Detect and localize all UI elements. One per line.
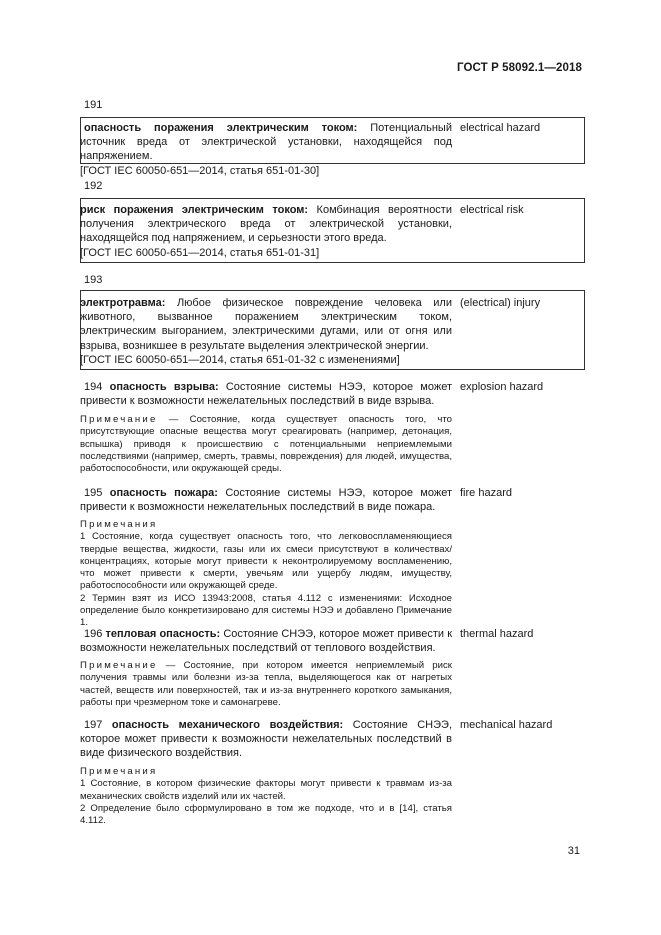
term-definition <box>80 627 452 655</box>
english-term: (electrical) injury <box>460 297 541 309</box>
definition-text: Состояние СНЭЭ, которое может привести к возможности нежелательных последствий от теплового воздействия. <box>80 628 453 655</box>
term-name: тепловая опасность: <box>105 628 221 640</box>
term-definition <box>80 121 452 178</box>
term-reference: [ГОСТ IEC 60050-651—2014, статья 651-01-30] <box>80 164 320 177</box>
note-item: 1 Состояние, в котором физические факторы могут привести к травмам из-за механических свойств изделий или их частей. <box>80 778 452 802</box>
note-item: 2 Термин взят из ИСО 13943:2008, статья 4.112 с изменениями: Исходное определение было конкретизировано для системы НЭЭ и добавлено Примечание 1. <box>80 592 452 629</box>
definition-text: Комбинация вероятности получения электрического вреда от электрической установки, находящейся под напряжением, и серьезности этого вреда. <box>80 204 452 245</box>
term-name: опасность взрыва: <box>109 381 219 393</box>
note <box>80 660 452 709</box>
definition-text: Состояние системы НЭЭ, которое может привести к возможности нежелательных последствий в виде пожара. <box>80 487 452 514</box>
english-term: mechanical hazard <box>460 719 553 731</box>
notes-label: Примечания <box>80 766 158 777</box>
definition-text: Потенциальный источник вреда от электрической установки, находящейся под напряжением. <box>80 122 452 163</box>
english-term: fire hazard <box>460 487 512 499</box>
entry-number: 195 <box>84 487 103 499</box>
entry-number: 194 <box>84 381 103 393</box>
definition-text: Любое физическое повреждение человека или животного, вызванное поражением электрическим током, электрическим выгоранием, электрическими дугами, или от огня или взрыва, возникшее в результате выделения электрической энергии. <box>80 297 452 352</box>
notes-label: Примечания <box>80 519 158 530</box>
english-term: electrical hazard <box>460 122 541 134</box>
entry-number: 191 <box>84 99 103 111</box>
term-definition <box>80 203 452 260</box>
definition-text: Состояние системы НЭЭ, которое может привести к возможности нежелательных последствий в виде взрыва. <box>80 381 452 408</box>
term-reference: [ГОСТ IEC 60050-651—2014, статья 651-01-31] <box>80 246 320 259</box>
term-name: опасность пожара: <box>109 487 218 499</box>
term-name: опасность поражения электрическим током: <box>84 122 358 134</box>
notes-block <box>80 766 452 827</box>
term-definition <box>80 296 452 367</box>
notes-block <box>80 519 452 630</box>
entry-number: 192 <box>84 180 103 192</box>
english-term: thermal hazard <box>460 628 534 640</box>
term-definition <box>80 380 452 408</box>
note-text: — Состояние, когда существует опасность того, что присутствующие опасные вещества могут среагировать (например, детонация, вспышка) приводя к происшествию с потенциальными неприемлемыми последствиями (например, смерть, травмы, повреждения) для людей, имущества, работоспособности, или окружающей среды. <box>80 414 452 475</box>
note-label: Примечание <box>80 660 158 671</box>
term-definition <box>80 718 452 761</box>
term-name: риск поражения электрическим током: <box>80 204 309 216</box>
note-item: 2 Определение было сформулировано в том же подходе, что и в [14], статья 4.112. <box>80 802 452 827</box>
term-definition <box>80 486 452 514</box>
note-text: — Состояние, при котором имеется неприемлемый риск получения травмы или болезни из-за тепла, выделяющегося как от нагретых частей, веществ или поверхностей, так и из-за внутреннего короткого замыкания, работы при чрезмерном токе и самонагреве. <box>80 660 452 708</box>
note <box>80 414 452 475</box>
entry-number: 196 <box>84 628 103 640</box>
english-term: explosion hazard <box>460 381 544 393</box>
entry-number: 197 <box>84 719 103 731</box>
term-name: электротравма: <box>80 297 166 309</box>
note-label: Примечание <box>80 414 158 425</box>
definition-text: Состояние СНЭЭ, которое может привести к возможности нежелательных последствий в виде физического воздействия. <box>80 719 452 760</box>
document-header: ГОСТ Р 58092.1—2018 <box>457 62 582 74</box>
note-item: 1 Состояние, когда существует опасность того, что легковоспламеняющиеся твердые вещества, жидкости, газы или их смеси присутствуют в количествах/концентрациях, которые могут привести к неконтролируемому воспламенению, что может привести к смерти, увечьям или ущербу людям, имуществу, работоспособности или окружающей среде. <box>80 531 452 592</box>
term-reference: [ГОСТ IEC 60050-651—2014, статья 651-01-32 с изменениями] <box>80 353 400 366</box>
term-name: опасность механического воздействия: <box>111 719 344 731</box>
page-number: 31 <box>567 845 580 857</box>
english-term: electrical risk <box>460 204 524 216</box>
entry-number: 193 <box>84 274 103 286</box>
